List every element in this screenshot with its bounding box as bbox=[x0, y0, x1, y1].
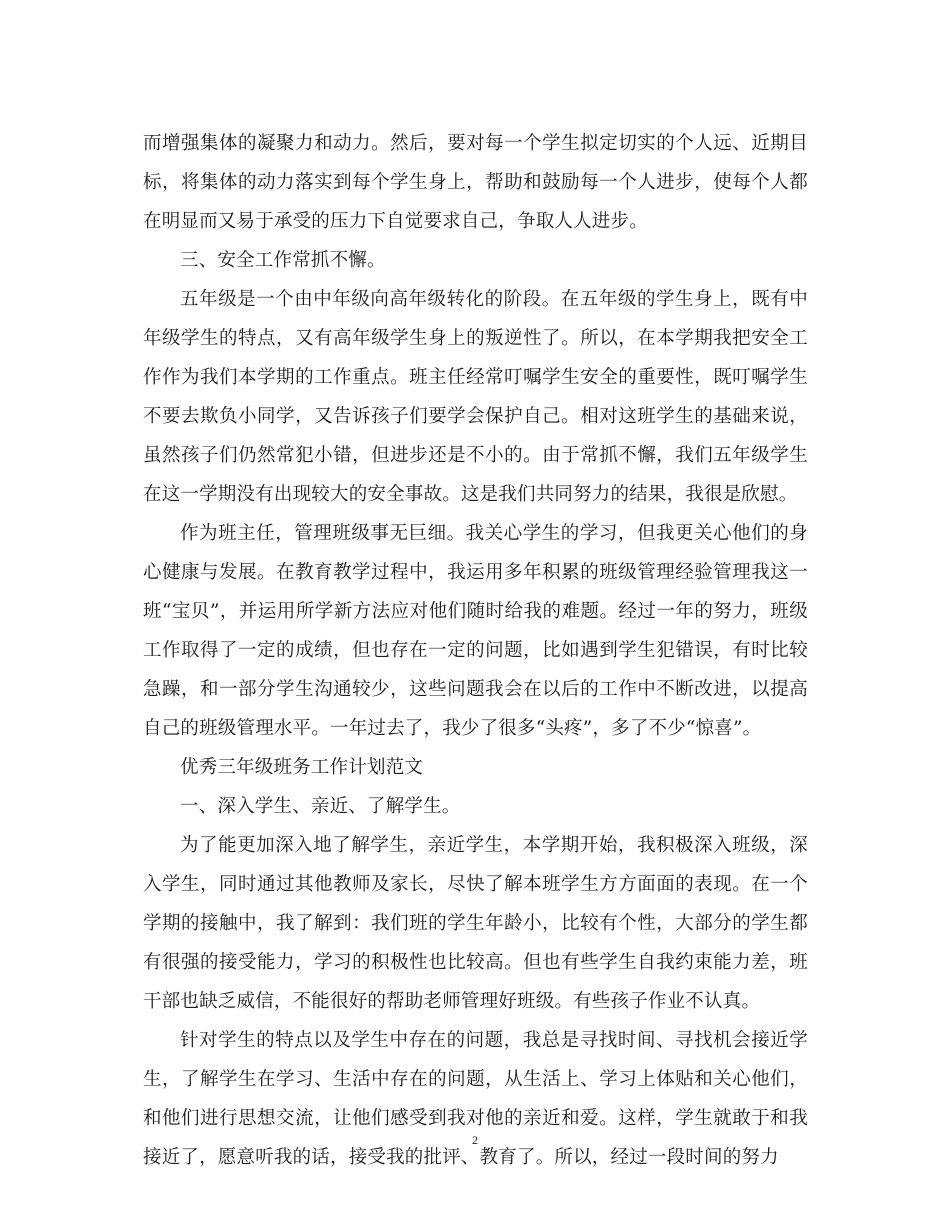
text-line: 作为班主任，管理班级事无巨细。我关心学生的学习，但我更关心他们的身 bbox=[180, 523, 808, 544]
text-line: 虽然孩子们仍然常犯小错，但进步还是不小的。由于常抓不懈，我们五年级学生 bbox=[143, 445, 808, 466]
document-body bbox=[143, 124, 808, 1177]
text-line: 生，了解学生在学习、生活中存在的问题，从生活上、学习上体贴和关心他们， bbox=[143, 1069, 808, 1090]
text-line: 学期的接触中，我了解到：我们班的学生年龄小，比较有个性，大部分的学生都 bbox=[143, 913, 808, 934]
text-line: 急躁，和一部分学生沟通较少，这些问题我会在以后的工作中不断改进，以提高 bbox=[143, 679, 808, 700]
text-line: 心健康与发展。在教育教学过程中，我运用多年积累的班级管理经验管理我这一 bbox=[143, 562, 808, 583]
text-line: 优秀三年级班务工作计划范文 bbox=[180, 757, 424, 778]
text-line: 一、深入学生、亲近、了解学生。 bbox=[180, 796, 461, 817]
text-line: 年级学生的特点，又有高年级学生身上的叛逆性了。所以，在本学期我把安全工 bbox=[143, 328, 808, 349]
text-line: 接近了，愿意听我的话，接受我的批评、教育了。所以，经过一段时间的努力 bbox=[143, 1147, 779, 1168]
text-line: 为了能更加深入地了解学生，亲近学生，本学期开始，我积极深入班级，深 bbox=[180, 835, 808, 856]
text-line: 五年级是一个由中年级向高年级转化的阶段。在五年级的学生身上，既有中 bbox=[180, 289, 808, 310]
text-line: 班“宝贝”，并运用所学新方法应对他们随时给我的难题。经过一年的努力，班级 bbox=[143, 601, 808, 622]
text-line: 工作取得了一定的成绩，但也存在一定的问题，比如遇到学生犯错误，有时比较 bbox=[143, 640, 808, 661]
text-line: 自己的班级管理水平。一年过去了，我少了很多“头疼”，多了不少“惊喜”。 bbox=[143, 718, 762, 739]
text-line: 而增强集体的凝聚力和动力。然后，要对每一个学生拟定切实的个人远、近期目 bbox=[143, 133, 808, 154]
text-line: 有很强的接受能力，学习的积极性也比较高。但也有些学生自我约束能力差，班 bbox=[143, 952, 808, 973]
text-line: 标，将集体的动力落实到每个学生身上，帮助和鼓励每一个人进步，使每个人都 bbox=[143, 172, 808, 193]
text-line: 干部也缺乏威信，不能很好的帮助老师管理好班级。有些孩子作业不认真。 bbox=[143, 991, 761, 1012]
text-line: 作作为我们本学期的工作重点。班主任经常叮嘱学生安全的重要性，既叮嘱学生 bbox=[143, 367, 808, 388]
text-line: 针对学生的特点以及学生中存在的问题，我总是寻找时间、寻找机会接近学 bbox=[180, 1030, 808, 1051]
page-number: 2 bbox=[472, 1133, 478, 1147]
text-line: 在这一学期没有出现较大的安全事故。这是我们共同努力的结果，我很是欣慰。 bbox=[143, 484, 798, 505]
text-line: 入学生，同时通过其他教师及家长，尽快了解本班学生方方面面的表现。在一个 bbox=[143, 874, 808, 895]
text-line: 和他们进行思想交流，让他们感受到我对他的亲近和爱。这样，学生就敢于和我 bbox=[143, 1108, 808, 1129]
text-line: 三、安全工作常抓不懈。 bbox=[180, 250, 386, 271]
text-line: 在明显而又易于承受的压力下自觉要求自己，争取人人进步。 bbox=[143, 211, 648, 232]
text-line: 不要去欺负小同学，又告诉孩子们要学会保护自己。相对这班学生的基础来说， bbox=[143, 406, 808, 427]
